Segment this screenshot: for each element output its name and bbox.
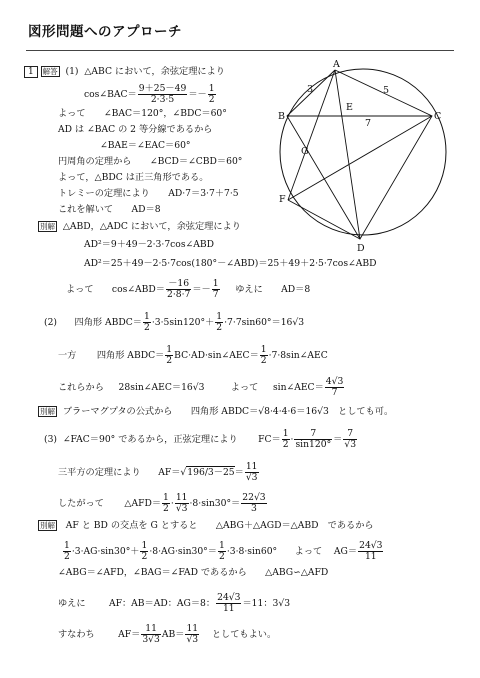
length-ac: 5 xyxy=(383,85,390,96)
segment-ad xyxy=(335,70,360,239)
sol3-alt-5: すなわち AF＝ $\frac{11}{3√3}$ AB＝ $\frac{11}{√3}$ としてもよい。 xyxy=(58,623,277,645)
sol1-line-9: これを解いて AD＝8 xyxy=(58,204,161,215)
length-bc: 7 xyxy=(365,118,372,129)
label-c: C xyxy=(434,111,442,122)
sol3-alt-4: ゆえに AF：AB＝AD：AG＝8： $\frac{24√3}{11}$ ＝11：3√3 xyxy=(58,592,291,614)
label-a: A xyxy=(333,59,340,70)
sol1-alt-4: よって cos∠ABD＝ $\frac{-16}{2\cdot 8\cdot 7}$ ＝－ $\frac{1}{7}$ ゆえに AD＝8 xyxy=(66,278,311,300)
page-title: 図形問題へのアプローチ xyxy=(28,24,182,40)
label-e: E xyxy=(346,102,353,113)
sol1-cos-bac: cos∠BAC＝ $\frac{9+25-49}{2\cdot 3\cdot 5}$ ＝－ $\frac{1}{2}$ xyxy=(84,83,215,105)
sol1-line-3: よって ∠BAC＝120°，∠BDC＝60° xyxy=(58,108,227,119)
sol2-line-1: (2) 四角形 ABDC＝ $\frac{1}{2}$ ·3·5sin120°＋ $\frac{1}{2}$ ·7·7sin60°＝16√3 xyxy=(44,311,305,333)
sol1-line-5: ∠BAE＝∠EAC＝60° xyxy=(100,140,191,151)
quad-outline xyxy=(287,70,432,239)
sol2-alt: 別解 ブラーマグプタの公式から 四角形 ABDC＝√8·4·4·6＝16√3 としても可。 xyxy=(40,406,394,417)
sol2-line-3: これらから 28sin∠AEC＝16√3 よって sin∠AEC＝ $\frac{4√3}{7}$ xyxy=(58,376,344,398)
sol1-line-intro: 1 解答 (1) △ABC において，余弦定理により xyxy=(24,66,225,78)
sol1-line-8: トレミーの定理により AD·7＝3·7＋7·5 xyxy=(58,188,239,199)
sol1-line-7: よって，△BDC は正三角形である。 xyxy=(58,172,209,183)
sol3-line-2: 三平方の定理により AF＝√196/3－25＝ $\frac{11}{√3}$ xyxy=(58,461,258,483)
sol3-alt-3: ∠ABG＝∠AFD，∠BAG＝∠FAD であるから △ABG∽△AFD xyxy=(58,567,329,578)
answer-tag: 解答 xyxy=(42,67,58,76)
sol1-alt-2: AD²＝9＋49－2·3·7cos∠ABD xyxy=(84,239,215,250)
sol3-line-3: したがって △AFD＝ $\frac{1}{2}$ · $\frac{11}{√3}$ ·8·sin30°＝ $\frac{22√3}{3}$ xyxy=(58,492,266,514)
sol3-alt-1: 別解 AF と BD の交点を G とすると △ABG＋△AGD＝△ABD であるから xyxy=(40,520,374,531)
problem-number: 1 xyxy=(24,66,38,78)
sol3-alt-2: $\frac{1}{2}$ ·3·AG·sin30°＋ $\frac{1}{2}$ ·8·AG·sin30°＝ $\frac{1}{2}$ ·3·8·sin60° よって AG＝ $\frac{24√3}{11}$ xyxy=(64,540,383,562)
title-rule xyxy=(26,50,454,51)
label-f: F xyxy=(279,194,286,205)
sol1-line-4: AD は ∠BAC の 2 等分線であるから xyxy=(58,124,213,135)
segment-fd xyxy=(288,200,360,239)
segment-fc xyxy=(288,116,432,200)
length-ab: 3 xyxy=(307,84,314,95)
circle-figure xyxy=(276,56,456,256)
sol3-line-1: (3) ∠FAC＝90° であるから，正弦定理により FC＝ $\frac{1}{2}$ · $\frac{7}{\sin 120^\circ}$ ＝ $\frac{7}{√3}$ xyxy=(44,428,357,450)
sol1-alt-1: 別解 △ABD，△ADC において，余弦定理により xyxy=(40,221,241,232)
alt-tag: 別解 xyxy=(40,222,55,231)
label-g: G xyxy=(301,146,309,157)
label-d: D xyxy=(357,243,365,254)
sol2-line-2: 一方 四角形 ABDC＝ $\frac{1}{2}$ BC·AD·sin∠AEC＝ $\frac{1}{2}$ ·7·8sin∠AEC xyxy=(58,344,328,366)
label-b: B xyxy=(278,111,285,122)
sol1-alt-3: AD²＝25＋49－2·5·7cos(180°－∠ABD)＝25＋49＋2·5·7cos∠ABD xyxy=(84,258,377,269)
sol1-line-6: 円周角の定理から ∠BCD＝∠CBD＝60° xyxy=(58,156,243,167)
